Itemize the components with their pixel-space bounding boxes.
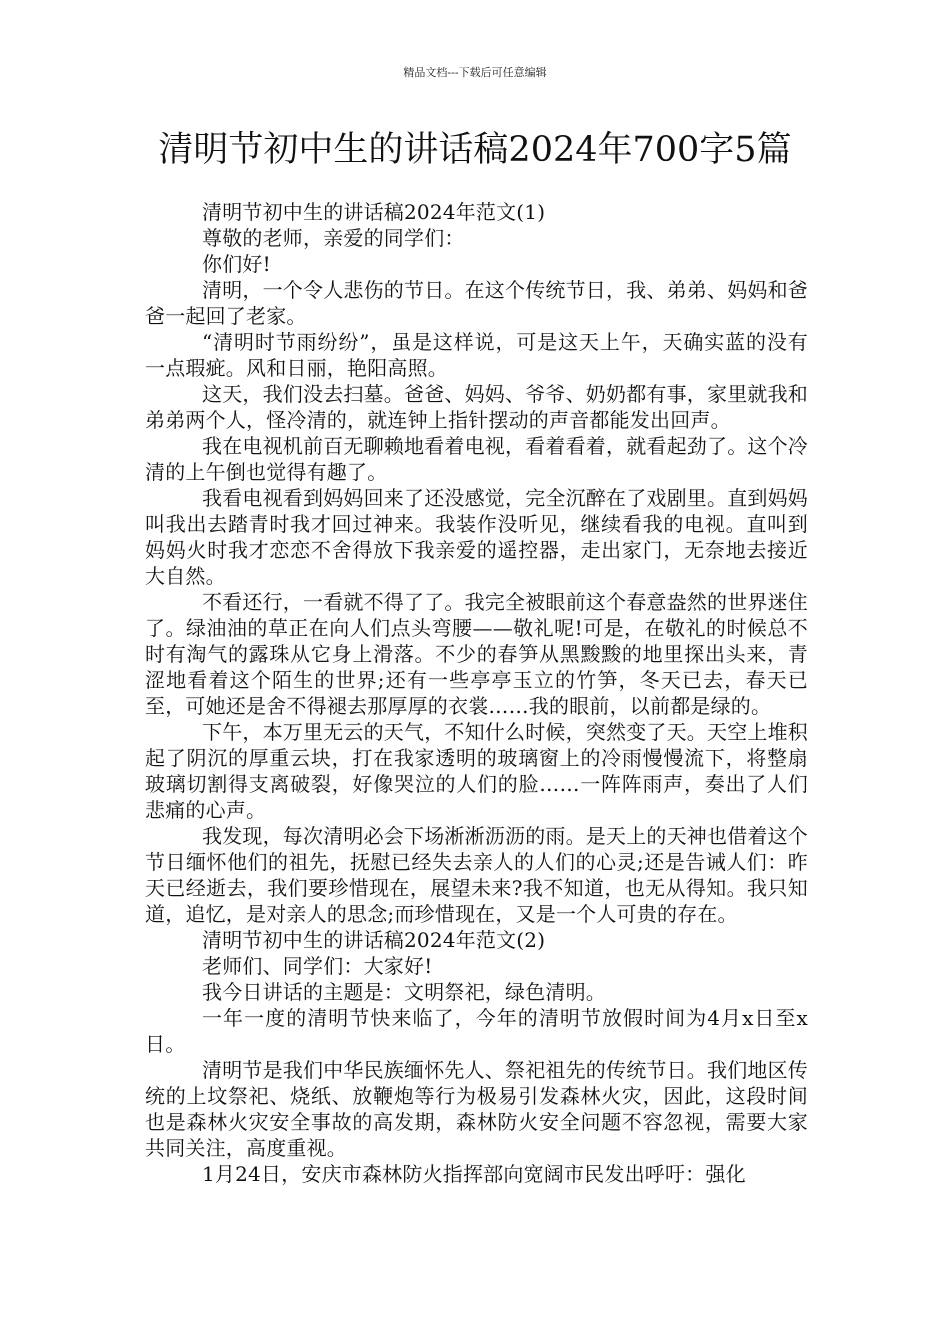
paragraph: 清明，一个令人悲伤的节日。在这个传统节日，我、弟弟、妈妈和爸爸一起回了老家。 [145,278,808,328]
paragraph: 清明节是我们中华民族缅怀先人、祭祀祖先的传统节日。我们地区传统的上坟祭祀、烧纸、放鞭炮等行为极易引发森林火灾，因此，这段时间也是森林火灾安全事故的高发期，森林防火安全问题不容忽视，需要大家共同关注，高度重视。 [145,1058,808,1160]
paragraph: 不看还行，一看就不得了了。我完全被眼前这个春意盎然的世界迷住了。绿油油的草正在向人们点头弯腰——敬礼呢!可是，在敬礼的时候总不时有淘气的露珠从它身上滑落。不少的春笋从黑黢黢的地里探出头来，青涩地看着这个陌生的世界;还有一些亭亭玉立的竹笋，冬天已去，春天已至，可她还是舍不得褪去那厚厚的衣裳……我的眼前，以前都是绿的。 [145,590,808,718]
section-heading: 清明节初中生的讲话稿2024年范文(1) [202,200,546,224]
paragraph: 我发现，每次清明必会下场淅淅沥沥的雨。是天上的天神也借着这个节日缅怀他们的祖先，抚慰已经失去亲人的人们的心灵;还是告诫人们：昨天已经逝去，我们要珍惜现在，展望未来?我不知道，也无从得知。我只知道，追忆，是对亲人的思念;而珍惜现在，又是一个人可贵的存在。 [145,824,808,926]
document-title: 清明节初中生的讲话稿2024年700字5篇 [158,130,792,170]
paragraph: 我今日讲话的主题是：文明祭祀，绿色清明。 [202,980,606,1004]
salutation: 老师们、同学们：大家好! [202,954,433,978]
paragraph: 这天，我们没去扫墓。爸爸、妈妈、爷爷、奶奶都有事，家里就我和弟弟两个人，怪冷清的，就连钟上指针摆动的声音都能发出回声。 [145,382,808,432]
salutation: 尊敬的老师，亲爱的同学们： [202,226,465,250]
paragraph: 下午，本万里无云的天气，不知什么时候，突然变了天。天空上堆积起了阴沉的厚重云块，打在我家透明的玻璃窗上的冷雨慢慢流下，将整扇玻璃切割得支离破裂，好像哭泣的人们的脸……一阵阵雨声，奏出了人们悲痛的心声。 [145,720,808,822]
document-body [145,199,808,1187]
paragraph: 我在电视机前百无聊赖地看着电视，看着看着，就看起劲了。这个冷清的上午倒也觉得有趣了。 [145,434,808,484]
greeting: 你们好! [202,252,271,276]
page-header: 精品文档---下载后可任意编辑 [403,66,547,79]
paragraph: “清明时节雨纷纷”，虽是这样说，可是这天上午，天确实蓝的没有一点瑕疵。风和日丽，艳阳高照。 [145,330,808,380]
paragraph: 一年一度的清明节快来临了，今年的清明节放假时间为4月x日至x日。 [145,1006,808,1056]
paragraph: 我看电视看到妈妈回来了还没感觉，完全沉醉在了戏剧里。直到妈妈叫我出去踏青时我才回过神来。我装作没听见，继续看我的电视。直叫到妈妈火时我才恋恋不舍得放下我亲爱的遥控器，走出家门，无奈地去接近大自然。 [145,486,808,588]
paragraph: 1月24日，安庆市森林防火指挥部向宽阔市民发出呼吁：强化 [202,1162,746,1186]
section-heading: 清明节初中生的讲话稿2024年范文(2) [202,928,546,952]
